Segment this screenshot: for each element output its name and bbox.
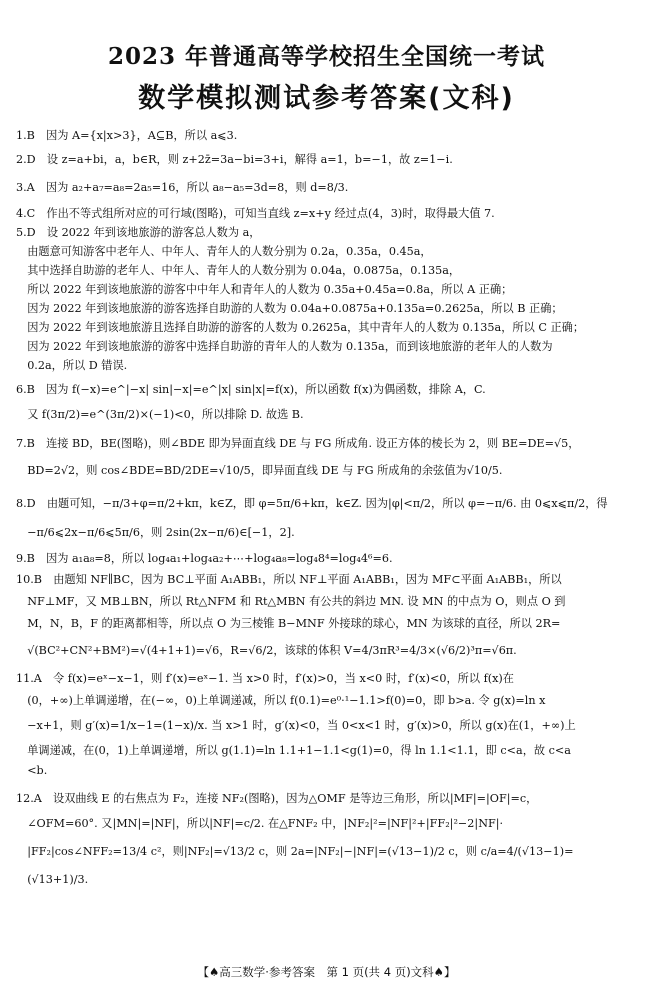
answer-body bbox=[16, 126, 641, 889]
answer-line: 7.B 连接 BD，BE(图略)，则∠BDE 即为异面直线 DE 与 FG 所成角. 设正方体的棱长为 2，则 BE=DE=√5， bbox=[16, 437, 580, 450]
answer-line: 单调递减，在(0，1)上单调递增，所以 g(1.1)=ln 1.1+1−1.1<g(1)=0，得 ln 1.1<1.1，即 c<a，故 c<a bbox=[16, 744, 571, 757]
answer-line: <b. bbox=[16, 764, 48, 777]
answer-line: (0，+∞)上单调递增，在(−∞，0)上单调递减，所以 f(0.1)=e⁰·¹−1.1>f(0)=0，即 b>a. 令 g(x)=ln x bbox=[16, 694, 546, 707]
answer-line: NF⊥MF，又 MB⊥BN，所以 Rt△NFM 和 Rt△MBN 有公共的斜边 MN. 设 MN 的中点为 O，则点 O 到 bbox=[16, 595, 566, 608]
answer-line: 6.B 因为 f(−x)=e^|−x| sin|−x|=e^|x| sin|x|=f(x)，所以函数 f(x)为偶函数，排除 A，C. bbox=[16, 383, 486, 396]
answer-line: 2.D 设 z=a+bi，a，b∈R，则 z+2z̄=3a−bi=3+i，解得 a=1，b=−1，故 z=1−i. bbox=[16, 153, 453, 166]
answer-line: 0.2a，所以 D 错误. bbox=[16, 359, 128, 372]
answer-line: 12.A 设双曲线 E 的右焦点为 F₂，连接 NF₂(图略)，因为△OMF 是等边三角形，所以|MF|=|OF|=c， bbox=[16, 792, 538, 805]
answer-line: √(BC²+CN²+BM²)=√(4+1+1)=√6，R=√6/2，该球的体积 V=4/3πR³=4/3×(√6/2)³π=√6π. bbox=[16, 644, 517, 657]
answer-line: 其中选择自助游的老年人、中年人、青年人的人数分别为 0.04a，0.0875a，0.135a， bbox=[16, 264, 461, 277]
answer-line: 因为 2022 年到该地旅游的游客中选择自助游的青年人的人数为 0.135a，而到该地旅游的老年人的人数为 bbox=[16, 340, 553, 353]
exam-title: 2023 年普通高等学校招生全国统一考试 bbox=[107, 43, 546, 70]
answer-line: ∠OFM=60°. 又|MN|=|NF|，所以|NF|=c/2. 在△FNF₂ 中，|NF₂|²=|NF|²+|FF₂|²−2|NF|· bbox=[16, 817, 504, 830]
answer-line: 3.A 因为 a₂+a₇=a₈=2a₅=16，所以 a₈−a₅=3d=8，则 d=8/3. bbox=[16, 181, 349, 194]
answer-line: (√13+1)/3. bbox=[16, 873, 89, 886]
answer-line: 11.A 令 f(x)=eˣ−x−1，则 f′(x)=eˣ−1. 当 x>0 时，f′(x)>0，当 x<0 时，f′(x)<0，所以 f(x)在 bbox=[16, 672, 514, 685]
answer-line: 因为 2022 年到该地旅游且选择自助游的游客的人数为 0.2625a，其中青年人的人数为 0.135a，所以 C 正确； bbox=[16, 321, 585, 334]
answer-line: BD=2√2，则 cos∠BDE=BD/2DE=√10/5，即异面直线 DE 与 FG 所成角的余弦值为√10/5. bbox=[16, 464, 503, 477]
answer-line: 4.C 作出不等式组所对应的可行域(图略)，可知当直线 z=x+y 经过点(4，3)时，取得最大值 7. bbox=[16, 207, 495, 220]
answer-line: 1.B 因为 A={x|x>3}，A⊆B，所以 a⩽3. bbox=[16, 129, 238, 142]
answer-line: 又 f(3π/2)=e^(3π/2)×(−1)<0，所以排除 D. 故选 B. bbox=[16, 408, 304, 421]
answer-line: 8.D 由题可知，−π/3+φ=π/2+kπ，k∈Z，即 φ=5π/6+kπ，k∈Z. 因为|φ|<π/2，所以 φ=−π/6. 由 0⩽x⩽π/2，得 bbox=[16, 497, 608, 510]
answer-line: 9.B 因为 a₁a₈=8，所以 log₄a₁+log₄a₂+⋯+log₄a₈=log₄8⁴=log₄4⁶=6. bbox=[16, 552, 393, 565]
answer-line: 5.D 设 2022 年到该地旅游的游客总人数为 a， bbox=[16, 226, 261, 239]
answer-line: −π/6⩽2x−π/6⩽5π/6，则 2sin(2x−π/6)∈[−1，2]. bbox=[16, 526, 295, 539]
answer-line: −x+1，则 g′(x)=1/x−1=(1−x)/x. 当 x>1 时，g′(x)<0，当 0<x<1 时，g′(x)>0，所以 g(x)在(1，+∞)上 bbox=[16, 719, 576, 732]
answer-line: 由题意可知游客中老年人、中年人、青年人的人数分别为 0.2a，0.35a，0.45a， bbox=[16, 245, 432, 258]
answer-line: |FF₂|cos∠NFF₂=13/4 c²，则|NF₂|=√13/2 c，则 2a=|NF₂|−|NF|=(√13−1)/2 c，则 c/a=4/(√13−1)= bbox=[16, 845, 574, 858]
answer-line: 所以 2022 年到该地旅游的游客中中年人和青年人的人数为 0.35a+0.45a=0.8a，所以 A 正确； bbox=[16, 283, 513, 296]
answer-line: 10.B 由题知 NF∥BC，因为 BC⊥平面 A₁ABB₁，所以 NF⊥平面 A₁ABB₁，因为 MF⊂平面 A₁ABB₁，所以 bbox=[16, 573, 562, 586]
page-footer: 【♠高三数学·参考答案 第 1 页(共 4 页)文科♠】 bbox=[197, 965, 456, 979]
answer-line: 因为 2022 年到该地旅游的游客选择自助游的人数为 0.04a+0.0875a+0.135a=0.2625a，所以 B 正确； bbox=[16, 302, 563, 315]
answer-title: 数学模拟测试参考答案(文科) bbox=[138, 83, 515, 114]
answer-line: M，N，B，F 的距离都相等，所以点 O 为三棱锥 B−MNF 外接球的球心，MN 为该球的直径，所以 2R= bbox=[16, 617, 561, 630]
